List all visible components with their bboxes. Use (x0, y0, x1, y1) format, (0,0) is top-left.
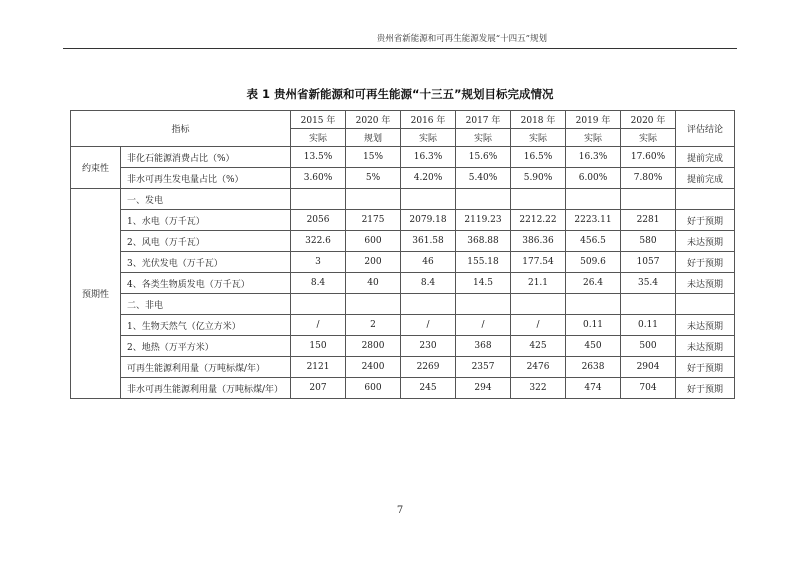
value-cell: / (291, 315, 346, 336)
indicator-name: 2、风电（万千瓦） (121, 231, 291, 252)
value-cell: 2079.18 (401, 210, 456, 231)
value-cell: 294 (456, 378, 511, 399)
value-cell: 2119.23 (456, 210, 511, 231)
indicator-name: 二、非电 (121, 294, 291, 315)
value-cell: / (511, 315, 566, 336)
value-cell: 8.4 (291, 273, 346, 294)
year-header: 2020 年 (346, 111, 401, 129)
value-cell: 2476 (511, 357, 566, 378)
value-cell: 200 (346, 252, 401, 273)
table-row (71, 210, 735, 231)
conclusion-cell: 未达预期 (676, 315, 735, 336)
table-row (71, 189, 735, 210)
value-cell: 2281 (621, 210, 676, 231)
table-caption: 表 1 贵州省新能源和可再生能源“十三五”规划目标完成情况 (246, 87, 554, 101)
table-row (71, 294, 735, 315)
value-cell (401, 294, 456, 315)
table-row (71, 252, 735, 273)
value-cell: 245 (401, 378, 456, 399)
expected-category: 预期性 (71, 189, 121, 399)
year-header: 2020 年 (621, 111, 676, 129)
conclusion-cell: 提前完成 (676, 168, 735, 189)
value-cell: 2357 (456, 357, 511, 378)
value-cell: 2904 (621, 357, 676, 378)
value-cell (511, 189, 566, 210)
value-cell: 5% (346, 168, 401, 189)
value-cell: 0.11 (621, 315, 676, 336)
value-cell (456, 294, 511, 315)
conclusion-cell: 好于预期 (676, 357, 735, 378)
indicator-name: 1、水电（万千瓦） (121, 210, 291, 231)
indicator-name: 非水可再生能源利用量（万吨标煤/年） (121, 378, 291, 399)
running-header: 贵州省新能源和可再生能源发展“十四五”规划 (63, 32, 737, 49)
value-cell: 2175 (346, 210, 401, 231)
table-row (71, 357, 735, 378)
value-cell: 368 (456, 336, 511, 357)
table-row (71, 273, 735, 294)
conclusion-cell (676, 294, 735, 315)
conclusion-cell: 未达预期 (676, 273, 735, 294)
value-cell: 21.1 (511, 273, 566, 294)
value-cell: 2056 (291, 210, 346, 231)
type-header: 实际 (621, 129, 676, 147)
conclusion-cell: 好于预期 (676, 378, 735, 399)
value-cell: 13.5% (291, 147, 346, 168)
value-cell: 368.88 (456, 231, 511, 252)
value-cell: 230 (401, 336, 456, 357)
value-cell: 6.00% (566, 168, 621, 189)
value-cell: 2121 (291, 357, 346, 378)
plan-target-table (70, 110, 735, 399)
value-cell: 16.3% (401, 147, 456, 168)
value-cell: 15.6% (456, 147, 511, 168)
conclusion-cell: 提前完成 (676, 147, 735, 168)
value-cell (346, 294, 401, 315)
indicator-header: 指标 (71, 111, 291, 147)
header-row-years (71, 111, 735, 129)
value-cell: 46 (401, 252, 456, 273)
value-cell: 704 (621, 378, 676, 399)
value-cell: 425 (511, 336, 566, 357)
value-cell: 509.6 (566, 252, 621, 273)
type-header: 实际 (511, 129, 566, 147)
value-cell: 26.4 (566, 273, 621, 294)
value-cell: 16.5% (511, 147, 566, 168)
value-cell: 4.20% (401, 168, 456, 189)
value-cell: / (456, 315, 511, 336)
value-cell: 2269 (401, 357, 456, 378)
indicator-name: 1、生物天然气（亿立方米） (121, 315, 291, 336)
conclusion-header: 评估结论 (676, 111, 735, 147)
year-header: 2017 年 (456, 111, 511, 129)
value-cell: 450 (566, 336, 621, 357)
page-number: 7 (396, 505, 404, 516)
indicator-name: 2、地热（万平方米） (121, 336, 291, 357)
year-header: 2016 年 (401, 111, 456, 129)
value-cell: 361.58 (401, 231, 456, 252)
value-cell (291, 189, 346, 210)
value-cell: 3 (291, 252, 346, 273)
value-cell (456, 189, 511, 210)
value-cell: 580 (621, 231, 676, 252)
indicator-name: 可再生能源利用量（万吨标煤/年） (121, 357, 291, 378)
value-cell (346, 189, 401, 210)
value-cell: 17.60% (621, 147, 676, 168)
value-cell: 2212.22 (511, 210, 566, 231)
binding-category: 约束性 (71, 147, 121, 189)
value-cell: 8.4 (401, 273, 456, 294)
year-header: 2015 年 (291, 111, 346, 129)
indicator-name: 非化石能源消费占比（%） (121, 147, 291, 168)
value-cell: 322 (511, 378, 566, 399)
table-row (71, 315, 735, 336)
value-cell (621, 189, 676, 210)
value-cell: 386.36 (511, 231, 566, 252)
value-cell (621, 294, 676, 315)
table-row (71, 378, 735, 399)
table-row (71, 231, 735, 252)
indicator-name: 一、发电 (121, 189, 291, 210)
value-cell (401, 189, 456, 210)
value-cell: / (401, 315, 456, 336)
value-cell: 5.90% (511, 168, 566, 189)
table-row (71, 168, 735, 189)
value-cell: 2223.11 (566, 210, 621, 231)
value-cell: 150 (291, 336, 346, 357)
value-cell (291, 294, 346, 315)
value-cell: 322.6 (291, 231, 346, 252)
indicator-name: 非水可再生发电量占比（%） (121, 168, 291, 189)
value-cell: 5.40% (456, 168, 511, 189)
type-header: 实际 (566, 129, 621, 147)
value-cell: 15% (346, 147, 401, 168)
conclusion-cell: 好于预期 (676, 210, 735, 231)
year-header: 2019 年 (566, 111, 621, 129)
value-cell: 16.3% (566, 147, 621, 168)
type-header: 规划 (346, 129, 401, 147)
value-cell: 456.5 (566, 231, 621, 252)
value-cell: 35.4 (621, 273, 676, 294)
value-cell: 155.18 (456, 252, 511, 273)
value-cell: 600 (346, 378, 401, 399)
value-cell: 14.5 (456, 273, 511, 294)
value-cell (566, 294, 621, 315)
indicator-name: 4、各类生物质发电（万千瓦） (121, 273, 291, 294)
value-cell: 177.54 (511, 252, 566, 273)
value-cell: 2 (346, 315, 401, 336)
value-cell: 0.11 (566, 315, 621, 336)
value-cell: 474 (566, 378, 621, 399)
conclusion-cell: 好于预期 (676, 252, 735, 273)
indicator-name: 3、光伏发电（万千瓦） (121, 252, 291, 273)
value-cell: 40 (346, 273, 401, 294)
type-header: 实际 (401, 129, 456, 147)
conclusion-cell: 未达预期 (676, 336, 735, 357)
type-header: 实际 (456, 129, 511, 147)
value-cell (566, 189, 621, 210)
type-header: 实际 (291, 129, 346, 147)
value-cell: 500 (621, 336, 676, 357)
conclusion-cell: 未达预期 (676, 231, 735, 252)
value-cell: 2800 (346, 336, 401, 357)
value-cell (511, 294, 566, 315)
value-cell: 1057 (621, 252, 676, 273)
table-row (71, 336, 735, 357)
table-row (71, 147, 735, 168)
value-cell: 2400 (346, 357, 401, 378)
value-cell: 3.60% (291, 168, 346, 189)
value-cell: 207 (291, 378, 346, 399)
value-cell: 600 (346, 231, 401, 252)
value-cell: 2638 (566, 357, 621, 378)
year-header: 2018 年 (511, 111, 566, 129)
value-cell: 7.80% (621, 168, 676, 189)
conclusion-cell (676, 189, 735, 210)
